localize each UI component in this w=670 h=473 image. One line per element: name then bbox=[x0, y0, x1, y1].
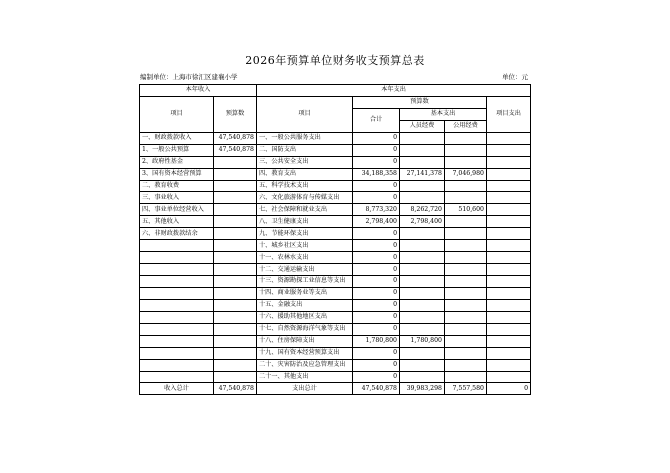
table-row bbox=[140, 240, 531, 252]
expense-item-cell: 七、社会保障和就业支出 bbox=[257, 204, 353, 216]
project-cell bbox=[487, 180, 531, 192]
total-cell: 0 bbox=[353, 264, 400, 276]
income-amount-cell bbox=[214, 168, 257, 180]
income-amount-cell bbox=[214, 347, 257, 359]
income-item-cell bbox=[140, 240, 214, 252]
income-item-cell bbox=[140, 264, 214, 276]
public-cell bbox=[445, 335, 487, 347]
personnel-cell bbox=[400, 240, 445, 252]
basic-header: 基本支出 bbox=[400, 108, 487, 120]
personnel-cell bbox=[400, 287, 445, 299]
income-amount-cell bbox=[214, 240, 257, 252]
totals-row bbox=[140, 383, 531, 395]
total-header: 合计 bbox=[353, 108, 400, 132]
personnel-cell bbox=[400, 371, 445, 383]
total-cell: 0 bbox=[353, 323, 400, 335]
income-amount-cell bbox=[214, 264, 257, 276]
project-cell bbox=[487, 359, 531, 371]
total-cell: 2,798,400 bbox=[353, 216, 400, 228]
total-cell: 0 bbox=[353, 287, 400, 299]
project-cell bbox=[487, 252, 531, 264]
personnel-cell bbox=[400, 144, 445, 156]
income-item-header: 项目 bbox=[140, 96, 214, 132]
expense-item-cell: 二十一、其他支出 bbox=[257, 371, 353, 383]
income-item-cell bbox=[140, 323, 214, 335]
project-cell bbox=[487, 228, 531, 240]
public-cell bbox=[445, 180, 487, 192]
public-cell bbox=[445, 359, 487, 371]
expense-item-cell: 十七、自然资源海洋气象等支出 bbox=[257, 323, 353, 335]
table-row bbox=[140, 287, 531, 299]
income-item-cell: 六、非财政拨款结余 bbox=[140, 228, 214, 240]
expense-group-header: 本年支出 bbox=[257, 85, 531, 97]
expense-item-cell: 十五、金融支出 bbox=[257, 299, 353, 311]
total-cell: 0 bbox=[353, 299, 400, 311]
table-row bbox=[140, 228, 531, 240]
personnel-cell bbox=[400, 192, 445, 204]
income-item-cell: 二、教育收费 bbox=[140, 180, 214, 192]
income-amount-cell bbox=[214, 276, 257, 288]
public-cell bbox=[445, 252, 487, 264]
income-item-cell bbox=[140, 276, 214, 288]
expense-item-cell: 六、文化旅游体育与传媒支出 bbox=[257, 192, 353, 204]
personnel-cell: 1,780,800 bbox=[400, 335, 445, 347]
personnel-cell bbox=[400, 228, 445, 240]
table-row bbox=[140, 347, 531, 359]
public-total: 7,557,580 bbox=[445, 383, 487, 395]
public-cell bbox=[445, 144, 487, 156]
table-row bbox=[140, 359, 531, 371]
table-row bbox=[140, 252, 531, 264]
total-cell: 0 bbox=[353, 371, 400, 383]
expense-item-cell: 八、卫生健康支出 bbox=[257, 216, 353, 228]
total-cell: 0 bbox=[353, 180, 400, 192]
budget-header: 预算数 bbox=[353, 96, 487, 108]
project-cell bbox=[487, 276, 531, 288]
income-item-cell: 3、国有资本经营预算 bbox=[140, 168, 214, 180]
expense-item-cell: 十八、住房保障支出 bbox=[257, 335, 353, 347]
expense-item-cell: 二十、灾害防治及应急管理支出 bbox=[257, 359, 353, 371]
project-cell bbox=[487, 156, 531, 168]
personnel-cell bbox=[400, 323, 445, 335]
expense-item-cell: 十六、援助其他地区支出 bbox=[257, 311, 353, 323]
project-cell bbox=[487, 168, 531, 180]
project-cell bbox=[487, 287, 531, 299]
project-total: 0 bbox=[487, 383, 531, 395]
total-cell: 8,773,320 bbox=[353, 204, 400, 216]
expense-item-cell: 四、教育支出 bbox=[257, 168, 353, 180]
public-cell bbox=[445, 371, 487, 383]
table-row bbox=[140, 371, 531, 383]
income-item-cell bbox=[140, 299, 214, 311]
income-item-cell bbox=[140, 252, 214, 264]
income-amount-cell bbox=[214, 216, 257, 228]
personnel-total: 39,983,298 bbox=[400, 383, 445, 395]
income-amount-cell bbox=[214, 371, 257, 383]
income-amount-cell bbox=[214, 323, 257, 335]
public-cell bbox=[445, 287, 487, 299]
public-cell bbox=[445, 311, 487, 323]
personnel-cell: 2,798,400 bbox=[400, 216, 445, 228]
project-cell bbox=[487, 323, 531, 335]
total-cell: 0 bbox=[353, 240, 400, 252]
public-cell bbox=[445, 347, 487, 359]
public-cell: 7,046,980 bbox=[445, 168, 487, 180]
project-cell bbox=[487, 204, 531, 216]
income-amount-cell: 47,540,878 bbox=[214, 132, 257, 144]
expense-item-cell: 十九、国有资本经营预算支出 bbox=[257, 347, 353, 359]
personnel-cell bbox=[400, 156, 445, 168]
public-cell bbox=[445, 276, 487, 288]
public-cell bbox=[445, 240, 487, 252]
expense-item-cell: 三、公共安全支出 bbox=[257, 156, 353, 168]
project-cell bbox=[487, 371, 531, 383]
income-item-cell bbox=[140, 371, 214, 383]
table-row bbox=[140, 192, 531, 204]
income-amount-cell bbox=[214, 228, 257, 240]
project-cell bbox=[487, 192, 531, 204]
income-amount-cell bbox=[214, 311, 257, 323]
personnel-cell bbox=[400, 311, 445, 323]
expense-item-cell: 十一、农林水支出 bbox=[257, 252, 353, 264]
income-amount-cell bbox=[214, 287, 257, 299]
table-row bbox=[140, 156, 531, 168]
income-amount-cell bbox=[214, 359, 257, 371]
public-cell bbox=[445, 299, 487, 311]
income-item-cell bbox=[140, 359, 214, 371]
income-item-cell: 五、其他收入 bbox=[140, 216, 214, 228]
table-row bbox=[140, 299, 531, 311]
table-row bbox=[140, 311, 531, 323]
project-cell bbox=[487, 240, 531, 252]
project-cell bbox=[487, 335, 531, 347]
income-item-cell: 三、事业收入 bbox=[140, 192, 214, 204]
income-amount-cell bbox=[214, 156, 257, 168]
income-item-cell bbox=[140, 287, 214, 299]
project-cell bbox=[487, 311, 531, 323]
income-item-cell: 2、政府性基金 bbox=[140, 156, 214, 168]
project-cell bbox=[487, 132, 531, 144]
personnel-cell bbox=[400, 359, 445, 371]
public-header: 公用经费 bbox=[445, 120, 487, 132]
table-row bbox=[140, 168, 531, 180]
project-cell bbox=[487, 216, 531, 228]
personnel-cell bbox=[400, 180, 445, 192]
project-header: 项目支出 bbox=[487, 96, 531, 132]
expense-item-cell: 十四、商业服务业等支出 bbox=[257, 287, 353, 299]
total-cell: 0 bbox=[353, 347, 400, 359]
project-cell bbox=[487, 299, 531, 311]
income-item-cell: 四、事业单位经营收入 bbox=[140, 204, 214, 216]
table-row bbox=[140, 323, 531, 335]
public-cell bbox=[445, 264, 487, 276]
expense-item-cell: 九、节能环保支出 bbox=[257, 228, 353, 240]
expense-item-cell: 五、科学技术支出 bbox=[257, 180, 353, 192]
public-cell bbox=[445, 192, 487, 204]
expense-item-cell: 十、城乡社区支出 bbox=[257, 240, 353, 252]
expense-item-cell: 十三、资源勘探工业信息等支出 bbox=[257, 276, 353, 288]
income-item-cell: 一、财政拨款收入 bbox=[140, 132, 214, 144]
table-row bbox=[140, 180, 531, 192]
income-amount-cell bbox=[214, 180, 257, 192]
total-cell: 1,780,800 bbox=[353, 335, 400, 347]
currency-label: 单位：元 bbox=[502, 73, 528, 81]
personnel-cell bbox=[400, 132, 445, 144]
expense-item-cell: 一、一般公共服务支出 bbox=[257, 132, 353, 144]
income-amount-cell bbox=[214, 192, 257, 204]
total-cell: 0 bbox=[353, 132, 400, 144]
project-cell bbox=[487, 264, 531, 276]
table-row bbox=[140, 216, 531, 228]
income-amount-cell bbox=[214, 299, 257, 311]
total-cell: 0 bbox=[353, 359, 400, 371]
income-total-amount: 47,540,878 bbox=[214, 383, 257, 395]
total-cell: 34,188,358 bbox=[353, 168, 400, 180]
income-item-cell bbox=[140, 335, 214, 347]
total-cell: 0 bbox=[353, 276, 400, 288]
personnel-cell bbox=[400, 299, 445, 311]
income-amount-cell bbox=[214, 335, 257, 347]
income-amount-cell bbox=[214, 204, 257, 216]
income-item-cell bbox=[140, 311, 214, 323]
personnel-cell bbox=[400, 347, 445, 359]
personnel-cell bbox=[400, 252, 445, 264]
public-cell bbox=[445, 156, 487, 168]
project-cell bbox=[487, 144, 531, 156]
expense-item-cell: 二、国防支出 bbox=[257, 144, 353, 156]
personnel-cell: 27,141,378 bbox=[400, 168, 445, 180]
table-row bbox=[140, 276, 531, 288]
unit-label: 编制单位：上海市徐汇区建襄小学 bbox=[140, 73, 238, 81]
public-cell bbox=[445, 323, 487, 335]
income-total-label: 收入总计 bbox=[140, 383, 214, 395]
income-item-cell: 1、一般公共预算 bbox=[140, 144, 214, 156]
personnel-cell bbox=[400, 264, 445, 276]
total-cell: 0 bbox=[353, 311, 400, 323]
table-row bbox=[140, 204, 531, 216]
public-cell bbox=[445, 228, 487, 240]
table-row bbox=[140, 264, 531, 276]
income-amount-cell bbox=[214, 252, 257, 264]
total-cell: 0 bbox=[353, 144, 400, 156]
income-amount-header: 预算数 bbox=[214, 96, 257, 132]
expense-total-label: 支出总计 bbox=[257, 383, 353, 395]
expense-total: 47,540,878 bbox=[353, 383, 400, 395]
income-amount-cell: 47,540,878 bbox=[214, 144, 257, 156]
public-cell bbox=[445, 216, 487, 228]
public-cell: 510,600 bbox=[445, 204, 487, 216]
total-cell: 0 bbox=[353, 156, 400, 168]
total-cell: 0 bbox=[353, 192, 400, 204]
expense-item-cell: 十二、交通运输支出 bbox=[257, 264, 353, 276]
budget-table bbox=[139, 84, 531, 395]
project-cell bbox=[487, 347, 531, 359]
page-title: 2026年预算单位财务收支预算总表 bbox=[245, 54, 425, 67]
expense-item-header: 项目 bbox=[257, 96, 353, 132]
income-item-cell bbox=[140, 347, 214, 359]
personnel-cell bbox=[400, 276, 445, 288]
total-cell: 0 bbox=[353, 252, 400, 264]
personnel-cell: 8,262,720 bbox=[400, 204, 445, 216]
total-cell: 0 bbox=[353, 228, 400, 240]
income-group-header: 本年收入 bbox=[140, 85, 257, 97]
table-row bbox=[140, 144, 531, 156]
table-row bbox=[140, 335, 531, 347]
table-row bbox=[140, 132, 531, 144]
personnel-header: 人员经费 bbox=[400, 120, 445, 132]
public-cell bbox=[445, 132, 487, 144]
